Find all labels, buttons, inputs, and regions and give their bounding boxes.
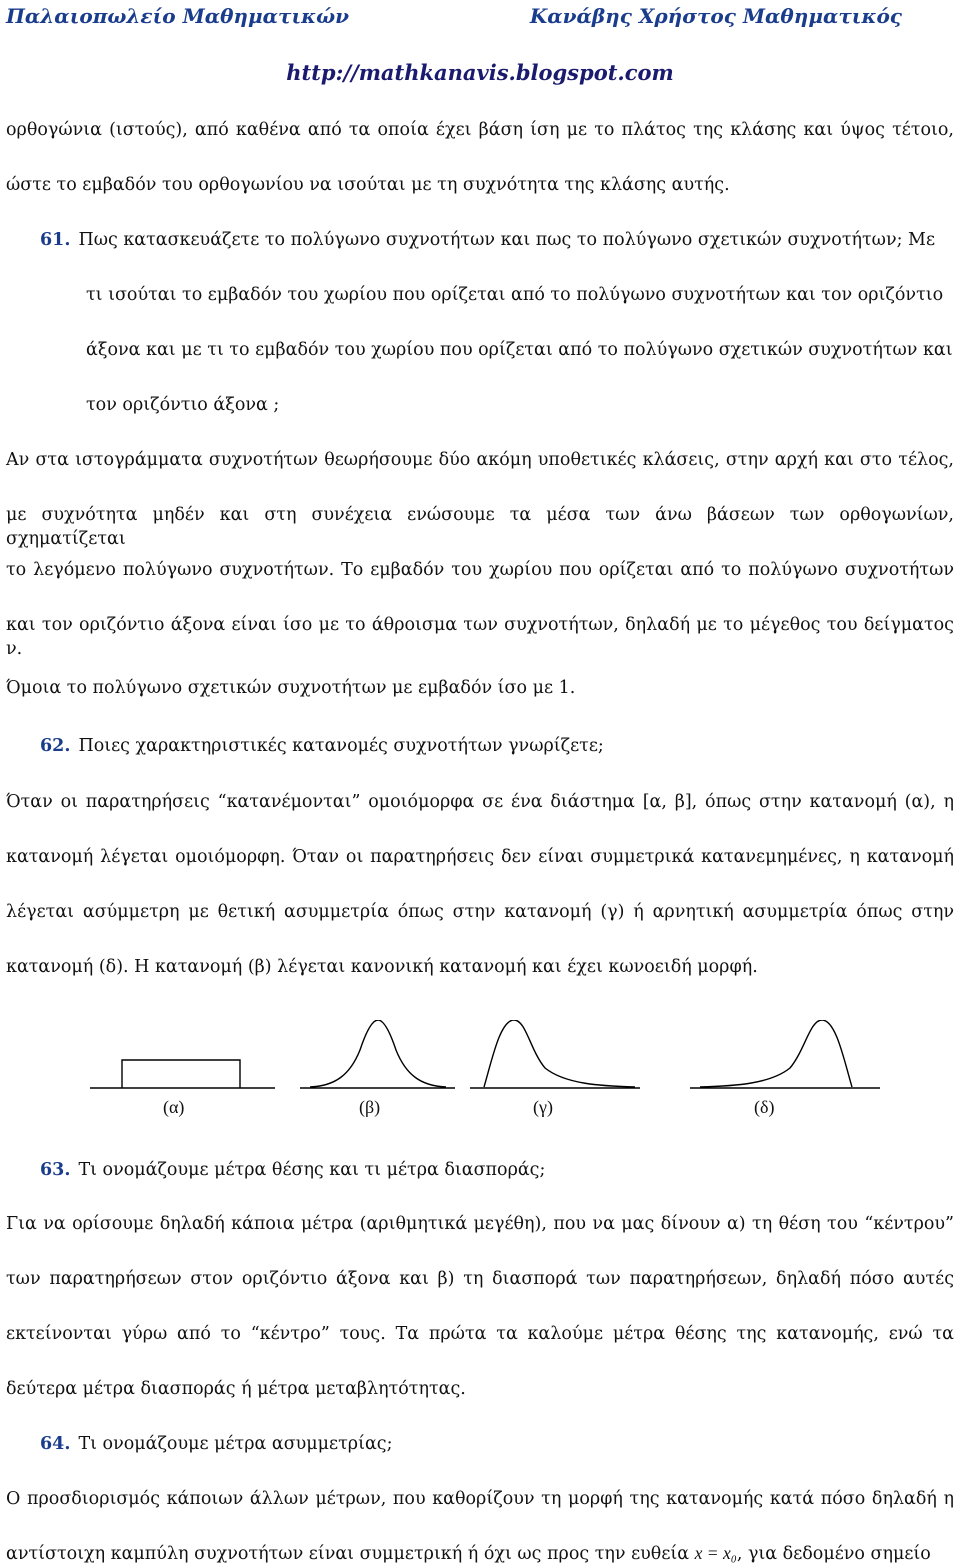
answer-line: κατανομή (δ). Η κατανομή (β) λέγεται κανονική κατανομή και έχει κωνοειδή μορφή. xyxy=(6,957,758,977)
question-number: 62. xyxy=(40,736,71,756)
header-right-title: Κανάβης Χρήστος Μαθηματικός xyxy=(529,4,902,28)
answer-line: κατανομή λέγεται ομοιόμορφη. Όταν οι παρατηρήσεις δεν είναι συμμετρικά κατανεμημένες, η κατανομή xyxy=(6,847,954,867)
answer-line xyxy=(6,1541,931,1566)
answer-line: δεύτερα μέτρα διασποράς ή μέτρα μεταβλητότητας. xyxy=(6,1379,466,1399)
answer-line: Για να ορίσουμε δηλαδή κάποια μέτρα (αριθμητικά μεγέθη), που να μας δίνουν α) τη θέση του “κέντρου” xyxy=(6,1214,954,1234)
question-63 xyxy=(40,1158,545,1182)
answer-text: , για δεδομένο σημείο xyxy=(736,1544,931,1564)
question-62 xyxy=(40,734,604,758)
positive-skew-figure xyxy=(470,1020,640,1088)
answer-line: με συχνότητα μηδέν και στη συνέχεια ενώσουμε τα μέσα των άνω βάσεων των ορθογωνίων, σχηματίζεται xyxy=(6,505,954,549)
answer-text: αντίστοιχη καμπύλη συχνοτήτων είναι συμμετρική ή όχι ως προς την ευθεία xyxy=(6,1544,690,1564)
question-text: Τι ονομάζουμε μέτρα ασυμμετρίας; xyxy=(78,1434,393,1454)
question-text: Τι ονομάζουμε μέτρα θέσης και τι μέτρα διασποράς; xyxy=(78,1160,546,1180)
header-left-title: Παλαιοπωλείο Μαθηματικών xyxy=(6,4,350,28)
question-64 xyxy=(40,1432,392,1456)
uniform-distribution-figure xyxy=(90,1060,275,1088)
question-text: Ποιες χαρακτηριστικές κατανομές συχνοτήτων γνωρίζετε; xyxy=(78,736,604,756)
answer-line: το λεγόμενο πολύγωνο συχνοτήτων. Το εμβαδόν του χωρίου που ορίζεται από το πολύγωνο συχνοτήτων xyxy=(6,560,954,580)
question-61 xyxy=(40,228,935,252)
answer-line: και τον οριζόντιο άξονα είναι ίσο με το άθροισμα των συχνοτήτων, δηλαδή με το μέγεθος του δείγματος ν. xyxy=(6,615,954,659)
question-text: τον οριζόντιο άξονα ; xyxy=(86,395,280,415)
question-number: 64. xyxy=(40,1434,71,1454)
distribution-figures xyxy=(0,1020,960,1130)
question-number: 61. xyxy=(40,230,71,250)
answer-line: Αν στα ιστογράμματα συχνοτήτων θεωρήσουμε δύο ακόμη υποθετικές κλάσεις, στην αρχή και στο τέλος, xyxy=(6,450,954,470)
figure-label-d: (δ) xyxy=(754,1097,775,1117)
negative-skew-figure xyxy=(690,1020,880,1088)
intro-line: ώστε το εμβαδόν του ορθογωνίου να ισούται με τη συχνότητα της κλάσης αυτής. xyxy=(6,175,730,195)
normal-distribution-figure xyxy=(300,1020,455,1088)
figure-label-c: (γ) xyxy=(533,1097,553,1117)
formula: x = x₀ xyxy=(694,1543,737,1563)
question-text: τι ισούται το εμβαδόν του χωρίου που ορίζεται από το πολύγωνο συχνοτήτων και τον οριζόντιο xyxy=(86,285,944,305)
figure-label-a: (α) xyxy=(163,1097,185,1117)
question-text: άξονα και με τι το εμβαδόν του χωρίου που ορίζεται από το πολύγωνο σχετικών συχνοτήτων και xyxy=(86,340,953,360)
header-url-link[interactable]: http://mathkanavis.blogspot.com xyxy=(286,60,674,85)
answer-line: Όταν οι παρατηρήσεις “κατανέμονται” ομοιόμορφα σε ένα διάστημα [α, β], όπως στην κατανομή (α), η xyxy=(6,792,954,812)
figure-label-b: (β) xyxy=(359,1097,381,1117)
answer-line: εκτείνονται γύρω από το “κέντρο” τους. Τα πρώτα τα καλούμε μέτρα θέσης της κατανομής, ενώ τα xyxy=(6,1324,954,1344)
question-text: Πως κατασκευάζετε το πολύγωνο συχνοτήτων και πως το πολύγωνο σχετικών συχνοτήτων; Με xyxy=(78,230,936,250)
intro-line: ορθογώνια (ιστούς), από καθένα από τα οποία έχει βάση ίση με το πλάτος της κλάσης και ύψος τέτοιο, xyxy=(6,120,954,140)
question-number: 63. xyxy=(40,1160,71,1180)
answer-line: Όμοια το πολύγωνο σχετικών συχνοτήτων με εμβαδόν ίσο με 1. xyxy=(6,678,576,698)
answer-line: λέγεται ασύμμετρη με θετική ασυμμετρία όπως στην κατανομή (γ) ή αρνητική ασυμμετρία όπως στην xyxy=(6,902,954,922)
answer-line: των παρατηρήσεων στον οριζόντιο άξονα και β) τη διασπορά των παρατηρήσεων, δηλαδή πόσο αυτές xyxy=(6,1269,954,1289)
answer-line: Ο προσδιορισμός κάποιων άλλων μέτρων, που καθορίζουν τη μορφή της κατανομής κατά πόσο δηλαδή η xyxy=(6,1489,954,1509)
